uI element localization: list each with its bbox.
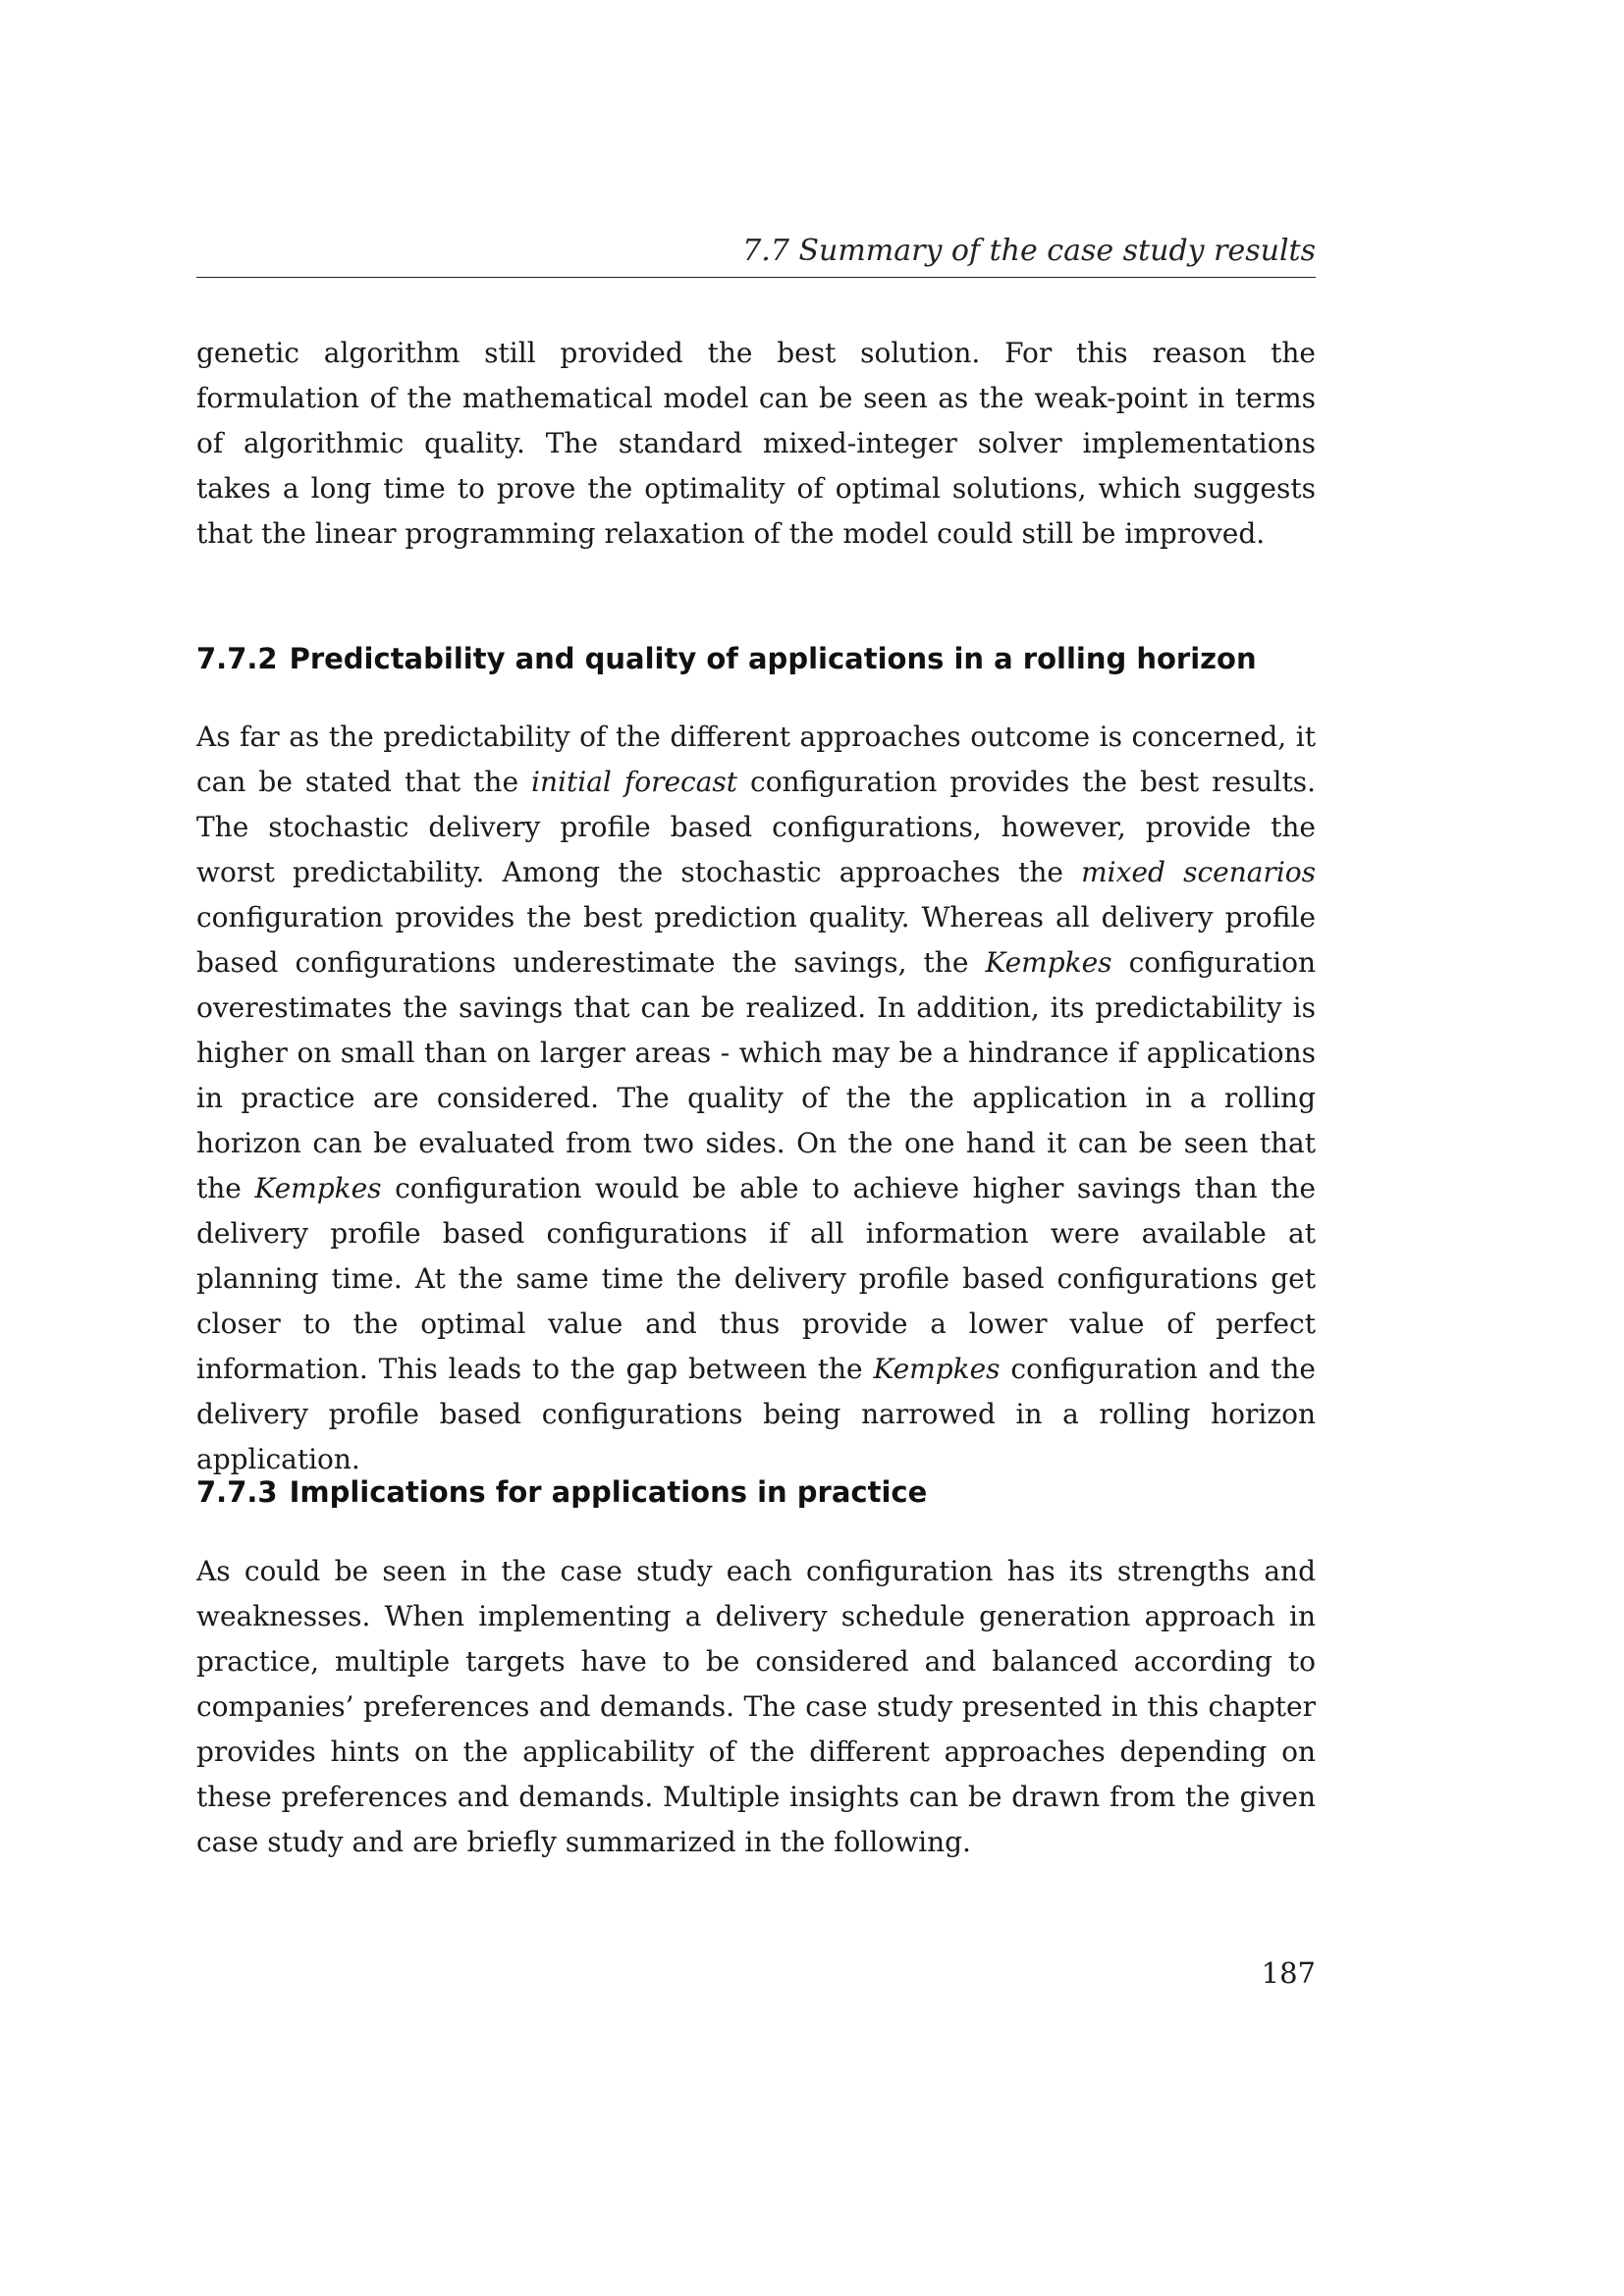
section-title: Predictability and quality of applications in a rolling horizon [289,642,1257,675]
text-run: As far as the predictability of the different approaches outcome is concerned, it can be stated that the [196,721,1316,798]
text-run: configuration provides the best prediction quality. Whereas all delivery profile based configurations underestimate the savings, the [196,901,1316,979]
text-run: configuration overestimates the savings that can be realized. In addition, its predictability is higher on small than on larger areas - which may be a hindrance if applications in practice are considered. The quality of the the application in a rolling horizon can be evaluated from two sides. On the one hand it can be seen that the [196,946,1316,1204]
emphasis-kempkes: Kempkes [873,1353,1001,1385]
text-run: configuration would be able to achieve higher savings than the delivery profile based configurations if all information were available at planning time. At the same time the delivery profile based configurations get closer to the optimal value and thus provide a lower value of perfect information. This leads to the gap between the [196,1172,1316,1385]
text-run: configuration provides the best results. The stochastic delivery profile based configurations, however, provide the worst predictability. Among the stochastic approaches the [196,766,1316,888]
emphasis-kempkes: Kempkes [985,946,1112,979]
emphasis-mixed-scenarios: mixed scenarios [1081,856,1316,888]
paragraph-continuation: genetic algorithm still provided the best solution. For this reason the formulation of the mathematical model can be seen as the weak-point in terms of algorithmic quality. The standard mixed-integer solver implementations takes a long time to prove the optimality of optimal solutions, which suggests that the linear programming relaxation of the model could still be improved. [196,337,1316,550]
emphasis-kempkes: Kempkes [254,1172,382,1204]
text-run: configuration and the delivery profile based configurations being narrowed in a rolling horizon application. [196,1353,1316,1475]
section-number: 7.7.3 [196,1475,278,1509]
section-title: Implications for applications in practice [289,1475,928,1509]
emphasis-initial-forecast: initial forecast [531,766,738,798]
paragraph-implications: As could be seen in the case study each configuration has its strengths and weaknesses. When implementing a delivery schedule generation approach in practice, multiple targets have to be considered and balanced according to companies’ preferences and demands. The case study presented in this chapter provides hints on the applicability of the different approaches depending on these preferences and demands. Multiple insights can be drawn from the given case study and are briefly summarized in the following. [196,1555,1316,1858]
paragraph-predictability [196,715,1316,1482]
section-number: 7.7.2 [196,642,278,675]
section-heading-7-7-2 [196,639,1316,678]
section-heading-7-7-3 [196,1472,1316,1512]
header-rule [196,277,1316,278]
page-number: 187 [1261,1956,1316,1990]
running-header: 7.7 Summary of the case study results [742,234,1316,268]
